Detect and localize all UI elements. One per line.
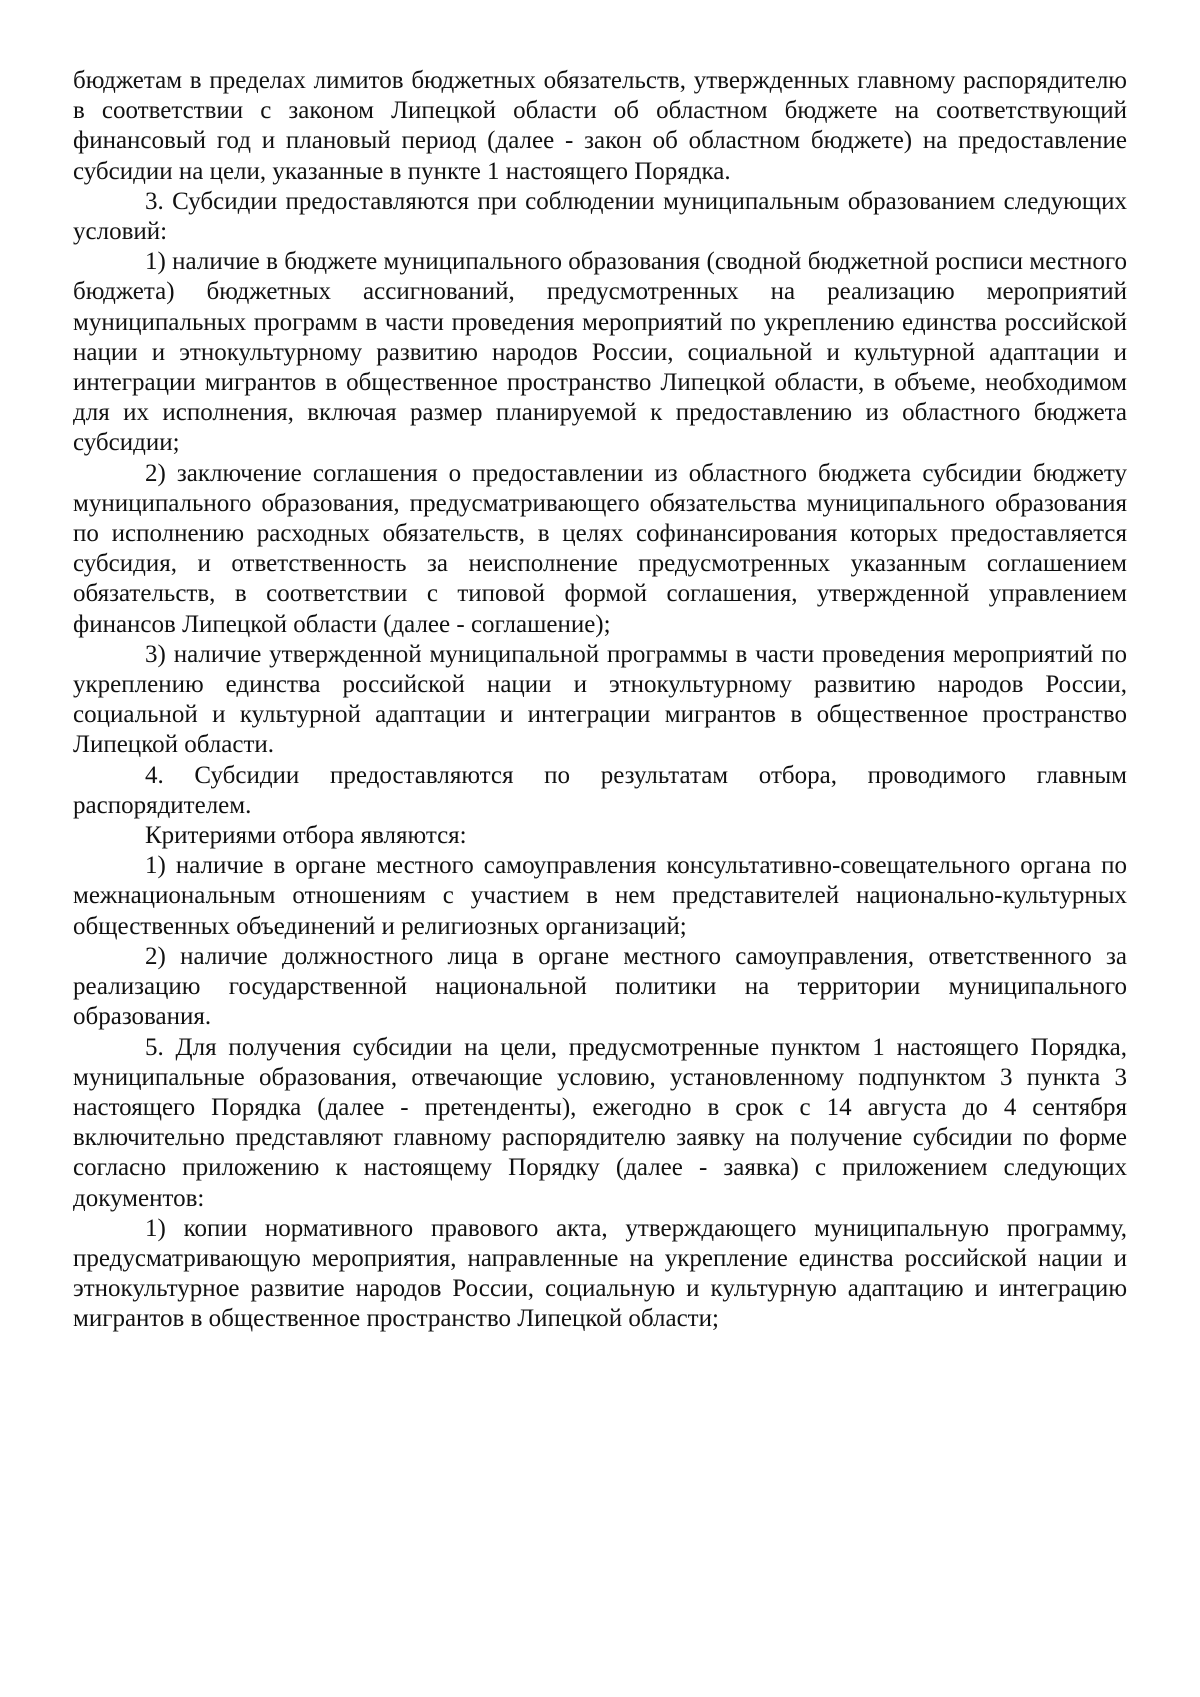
paragraph-item-3-1: 1) наличие в бюджете муниципального образования (сводной бюджетной росписи местного бюджета) бюджетных ассигнований, предусмотренных на реализацию мероприятий муниципальных программ в части проведения мероприятий по укреплению единства российской нации и этнокультурному развитию народов России, социальной и культурной адаптации и интеграции мигрантов в общественное пространство Липецкой области, в объеме, необходимом для их исполнения, включая размер планируемой к предоставлению из областного бюджета субсидии; — [73, 248, 1127, 457]
paragraph-item-5-1: 1) копии нормативного правового акта, утверждающего муниципальную программу, предусматривающую мероприятия, направленные на укрепление единства российской нации и этнокультурное развитие народов России, социальную и культурную адаптацию и интеграцию мигрантов в общественное пространство Липецкой области; — [73, 1214, 1127, 1333]
paragraph-criteria-intro: Критериями отбора являются: — [145, 822, 467, 850]
paragraph-item-5: 5. Для получения субсидии на цели, предусмотренные пунктом 1 настоящего Порядка, муниципальные образования, отвечающие условию, установленному подпунктом 3 пункта 3 настоящего Порядка (далее - претенденты), ежегодно в срок с 14 августа до 4 сентября включительно представляют главному распорядителю заявку на получение субсидии по форме согласно приложению к настоящему Порядку (далее - заявка) с приложением следующих документов: — [73, 1033, 1127, 1212]
paragraph-continuation: бюджетам в пределах лимитов бюджетных обязательств, утвержденных главному распорядителю в соответствии с законом Липецкой области об областном бюджете на соответствующий финансовый год и плановый период (далее - закон об областном бюджете) на предоставление субсидии на цели, указанные в пункте 1 настоящего Порядка. — [73, 67, 1127, 185]
paragraph-item-3-3: 3) наличие утвержденной муниципальной программы в части проведения мероприятий по укреплению единства российской нации и этнокультурному развитию народов России, социальной и культурной адаптации и интеграции мигрантов в общественное пространство Липецкой области. — [73, 640, 1127, 759]
paragraph-item-3-2: 2) заключение соглашения о предоставлении из областного бюджета субсидии бюджету муниципального образования, предусматривающего обязательства муниципального образования по исполнению расходных обязательств, в целях софинансирования которых предоставляется субсидия, и ответственность за неисполнение предусмотренных указанным соглашением обязательств, в соответствии с типовой формой соглашения, утвержденной управлением финансов Липецкой области (далее - соглашение); — [73, 459, 1127, 638]
paragraph-item-4: 4. Субсидии предоставляются по результатам отбора, проводимого главным распорядителем. — [73, 761, 1127, 819]
paragraph-item-3: 3. Субсидии предоставляются при соблюдении муниципальным образованием следующих условий: — [73, 187, 1127, 246]
paragraph-criteria-1: 1) наличие в органе местного самоуправления консультативно-совещательного органа по межнациональным отношениям с участием в нем представителей национально-культурных общественных объединений и религиозных организаций; — [73, 852, 1127, 940]
paragraph-criteria-2: 2) наличие должностного лица в органе местного самоуправления, ответственного за реализацию государственной национальной политики на территории муниципального образования. — [73, 942, 1127, 1031]
document-page — [73, 66, 1127, 1335]
